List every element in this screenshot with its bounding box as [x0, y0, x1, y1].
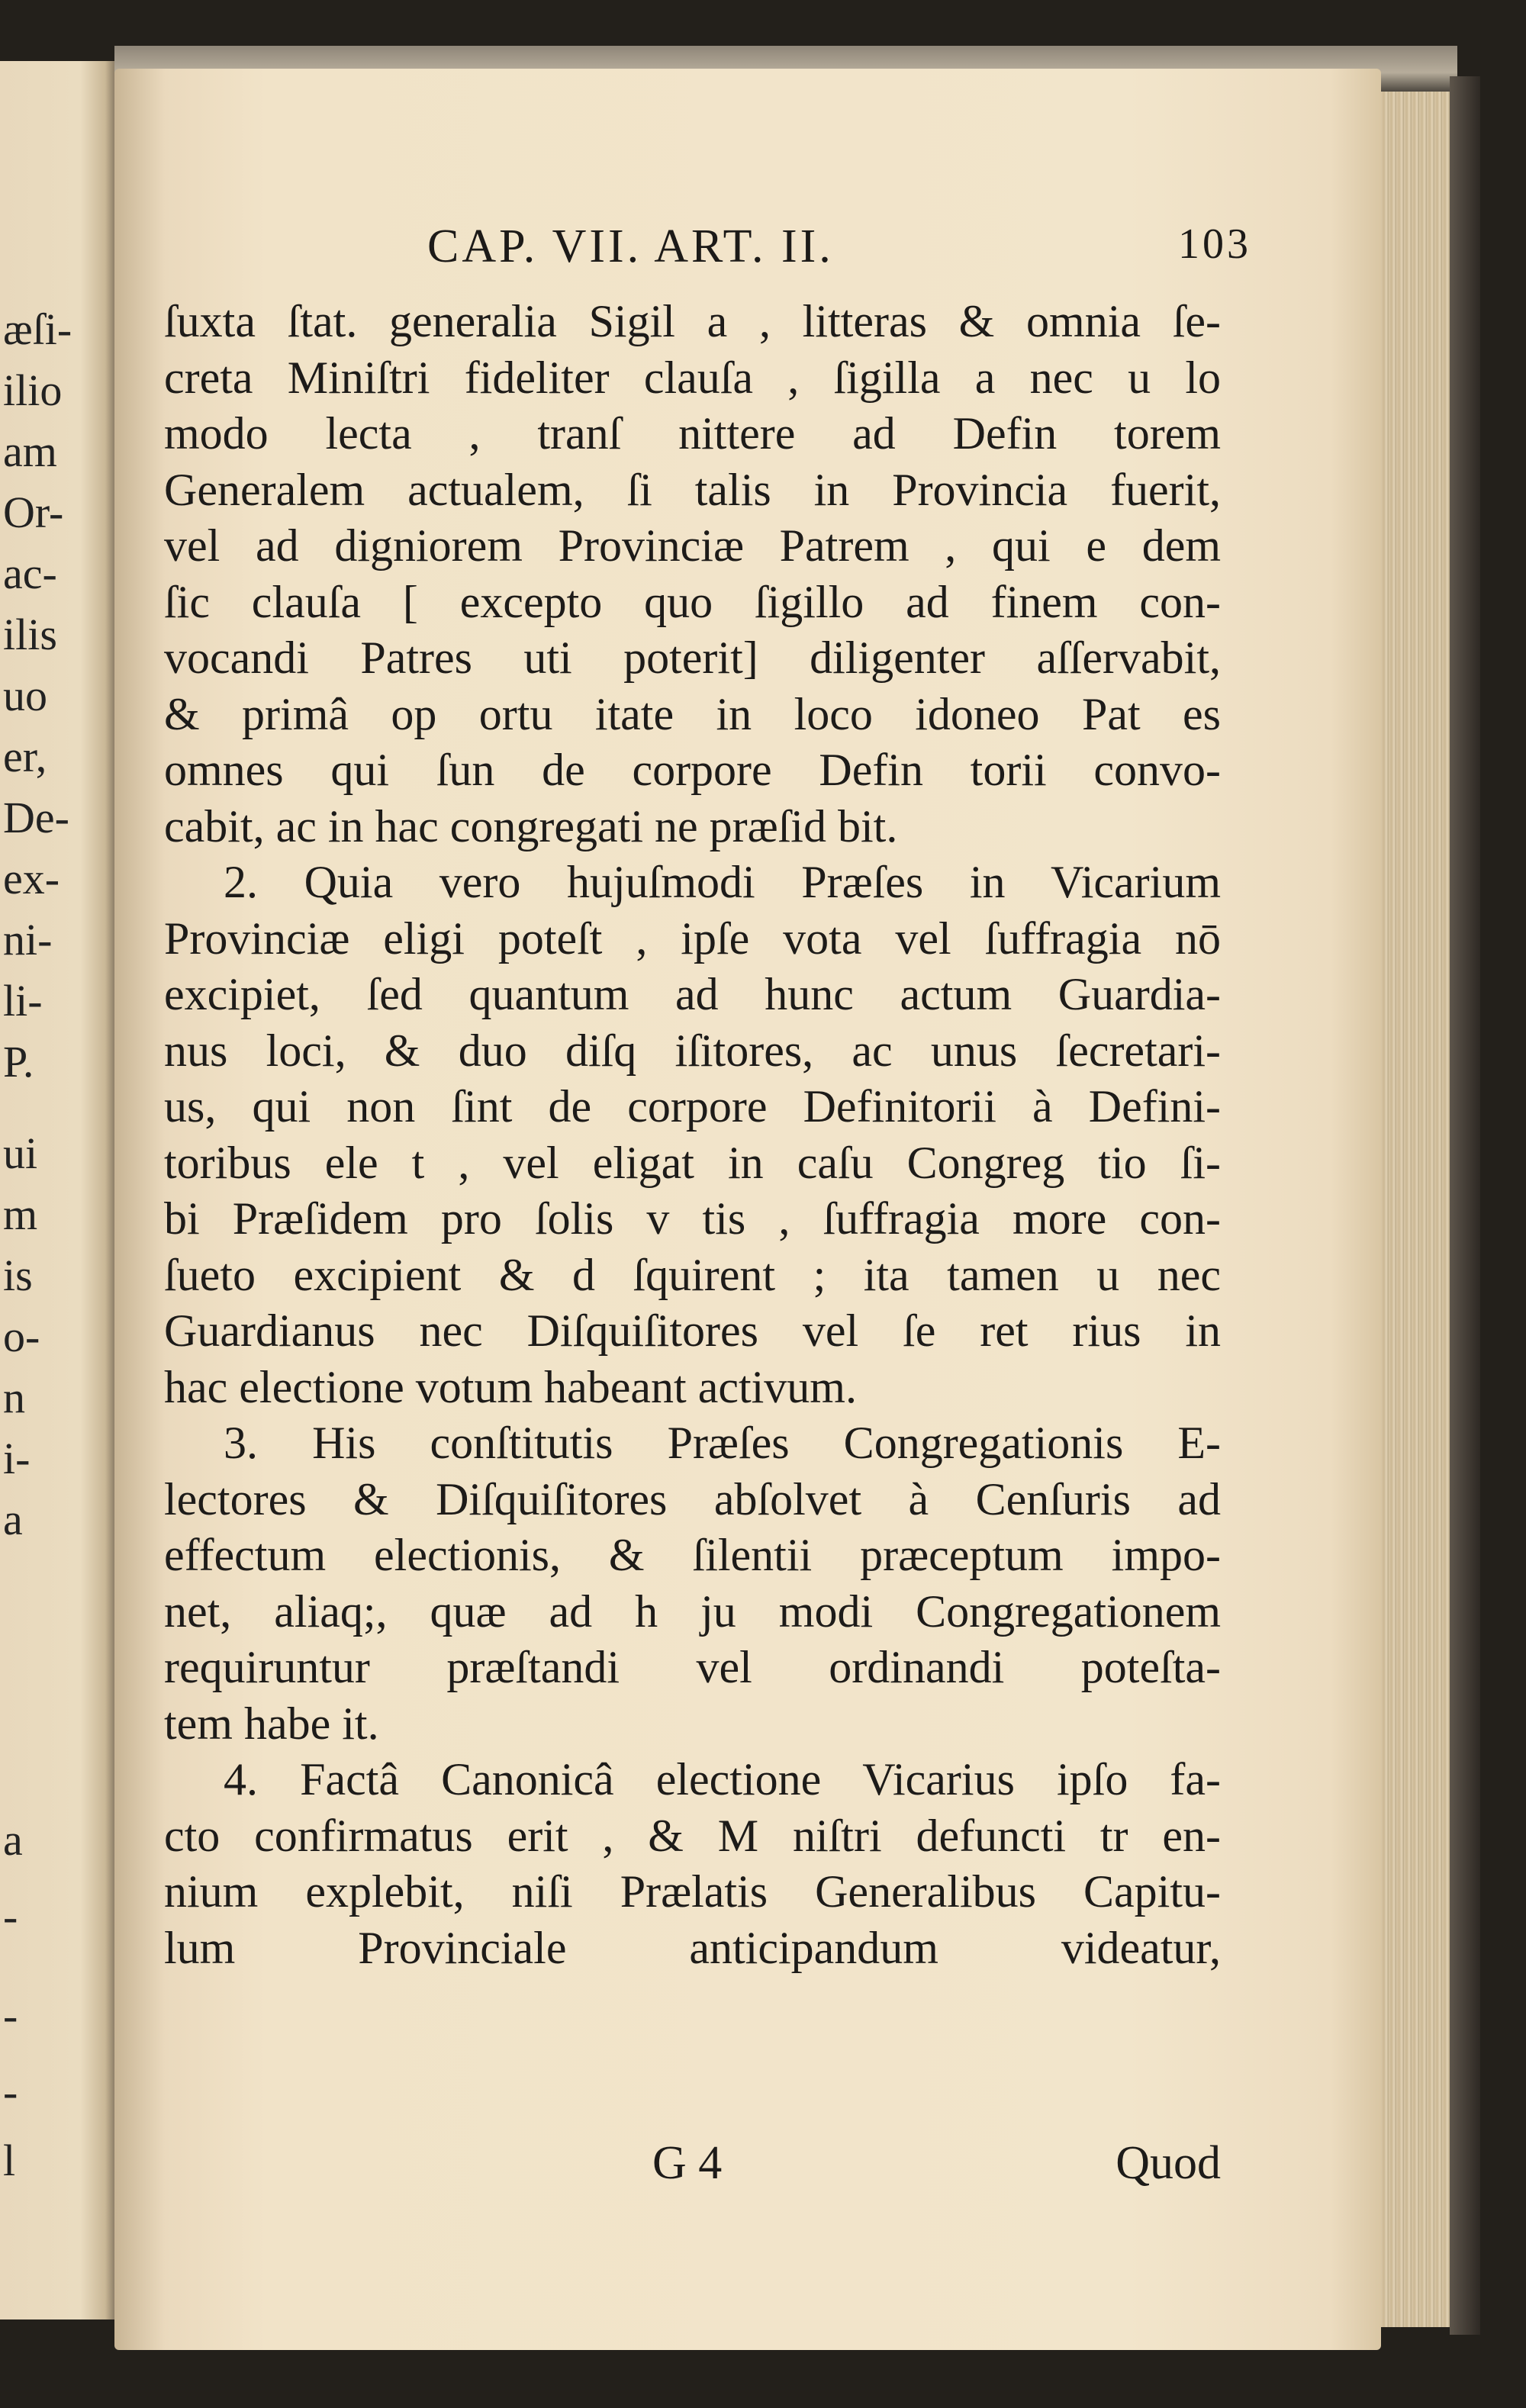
- text-line: effectum electionis, & ſilentii præceptum impo-: [164, 1530, 1221, 1580]
- left-page-fragment: uo: [3, 671, 47, 720]
- text-line: requiruntur præſtandi vel ordinandi poteſta-: [164, 1642, 1221, 1692]
- text-line: us, qui non ſint de corpore Definitorii à Defini-: [164, 1081, 1221, 1132]
- text-line: Generalem actualem, ſi talis in Provincia fuerit,: [164, 464, 1221, 515]
- left-page-fragment: m: [3, 1190, 38, 1239]
- text-line: nus loci, & duo diſq iſitores, ac unus ſecretari-: [164, 1025, 1221, 1076]
- left-page-fragment: ac-: [3, 549, 57, 598]
- text-line: ſic clauſa [ excepto quo ſigillo ad finem con-: [164, 576, 1221, 627]
- text-line: vel ad digniorem Provinciæ Patrem , qui e dem: [164, 520, 1221, 571]
- text-line: cto confirmatus erit , & M niſtri defuncti tr en-: [164, 1810, 1221, 1861]
- paragraph-start: 3. His conſtitutis Præſes Congregationis E-: [224, 1418, 1221, 1468]
- text-line: modo lecta , tranſ nittere ad Defin torem: [164, 408, 1221, 459]
- page-number: 103: [1178, 221, 1251, 268]
- text-line: bi Præſidem pro ſolis v tis , ſuffragia more con-: [164, 1193, 1221, 1244]
- left-page-fragment: ui: [3, 1128, 38, 1178]
- text-line: ſuxta ſtat. generalia Sigil a , litteras & omnia ſe-: [164, 296, 1221, 346]
- running-title: CAP. VII. ART. II.: [427, 221, 834, 272]
- left-page-fragment: i-: [3, 1434, 31, 1483]
- paragraph-start: 2. Quia vero hujuſmodi Præſes in Vicarium: [224, 857, 1221, 907]
- running-header: [427, 220, 1251, 288]
- signature-mark: G 4: [652, 2137, 723, 2189]
- left-page-fragment: n: [3, 1373, 25, 1422]
- text-line: excipiet, ſed quantum ad hunc actum Guardia-: [164, 969, 1221, 1019]
- book-cover-edge: [1450, 76, 1480, 2335]
- left-page-fragment: o-: [3, 1312, 40, 1361]
- text-line: lum Provinciale anticipandum videatur,: [164, 1922, 1221, 1973]
- left-page-fragment: l: [3, 2136, 16, 2185]
- text-line: vocandi Patres uti poterit] diligenter aſſervabit,: [164, 633, 1221, 683]
- left-page-fragment: ex-: [3, 854, 60, 903]
- page-footer: [164, 2136, 1221, 2197]
- left-page-fragment: ni-: [3, 915, 53, 964]
- text-line: hac electione votum habeant activum.: [164, 1361, 857, 1412]
- paragraph-start: 4. Factâ Canonicâ electione Vicarius ipſo fa-: [224, 1754, 1221, 1804]
- text-line: creta Miniſtri fideliter clauſa , ſigilla a nec u lo: [164, 352, 1221, 403]
- left-page-fragment: -: [3, 2067, 18, 2117]
- text-line: nium explebit, niſi Prælatis Generalibus Capitu-: [164, 1866, 1221, 1917]
- left-page-fragment: De-: [3, 793, 69, 842]
- left-page-fragment: li-: [3, 976, 43, 1025]
- text-line: ſueto excipient & d ſquirent ; ita tamen u nec: [164, 1249, 1221, 1300]
- left-page-fragment: P.: [3, 1037, 34, 1086]
- text-line: cabit, ac in hac congregati ne præſid bit.: [164, 800, 898, 851]
- left-page-fragment: a: [3, 1495, 23, 1544]
- left-page-fragment: æſi-: [3, 304, 72, 354]
- catchword: Quod: [1116, 2137, 1221, 2189]
- text-line: Provinciæ eligi poteſt , ipſe vota vel ſuffragia nō: [164, 913, 1221, 964]
- left-page-fragment: ilis: [3, 610, 57, 659]
- left-page-fragment: Or-: [3, 488, 64, 537]
- body-text: [164, 294, 1221, 1976]
- left-page-fragment: is: [3, 1251, 33, 1300]
- text-line: omnes qui ſun de corpore Defin torii convo-: [164, 745, 1221, 795]
- left-page-fragment: -: [3, 1891, 18, 1941]
- left-page-fragment: a: [3, 1815, 23, 1865]
- left-page-fragment: -: [3, 1991, 18, 2040]
- book-page-edges: [1381, 92, 1450, 2327]
- text-line: & primâ op ortu itate in loco idoneo Pat es: [164, 688, 1221, 739]
- text-line: net, aliaq;, quæ ad h ju modi Congregationem: [164, 1585, 1221, 1637]
- text-line: lectores & Diſquiſitores abſolvet à Cenſuris ad: [164, 1473, 1221, 1524]
- left-page-fragment: er,: [3, 732, 47, 781]
- text-line: tem habe it.: [164, 1698, 379, 1749]
- left-facing-page: [0, 61, 114, 2319]
- left-page-fragment: ilio: [3, 365, 63, 415]
- left-page-fragment: am: [3, 427, 57, 476]
- text-line: Guardianus nec Diſquiſitores vel ſe ret rius in: [164, 1305, 1221, 1356]
- text-line: toribus ele t , vel eligat in caſu Congreg tio ſi-: [164, 1137, 1221, 1188]
